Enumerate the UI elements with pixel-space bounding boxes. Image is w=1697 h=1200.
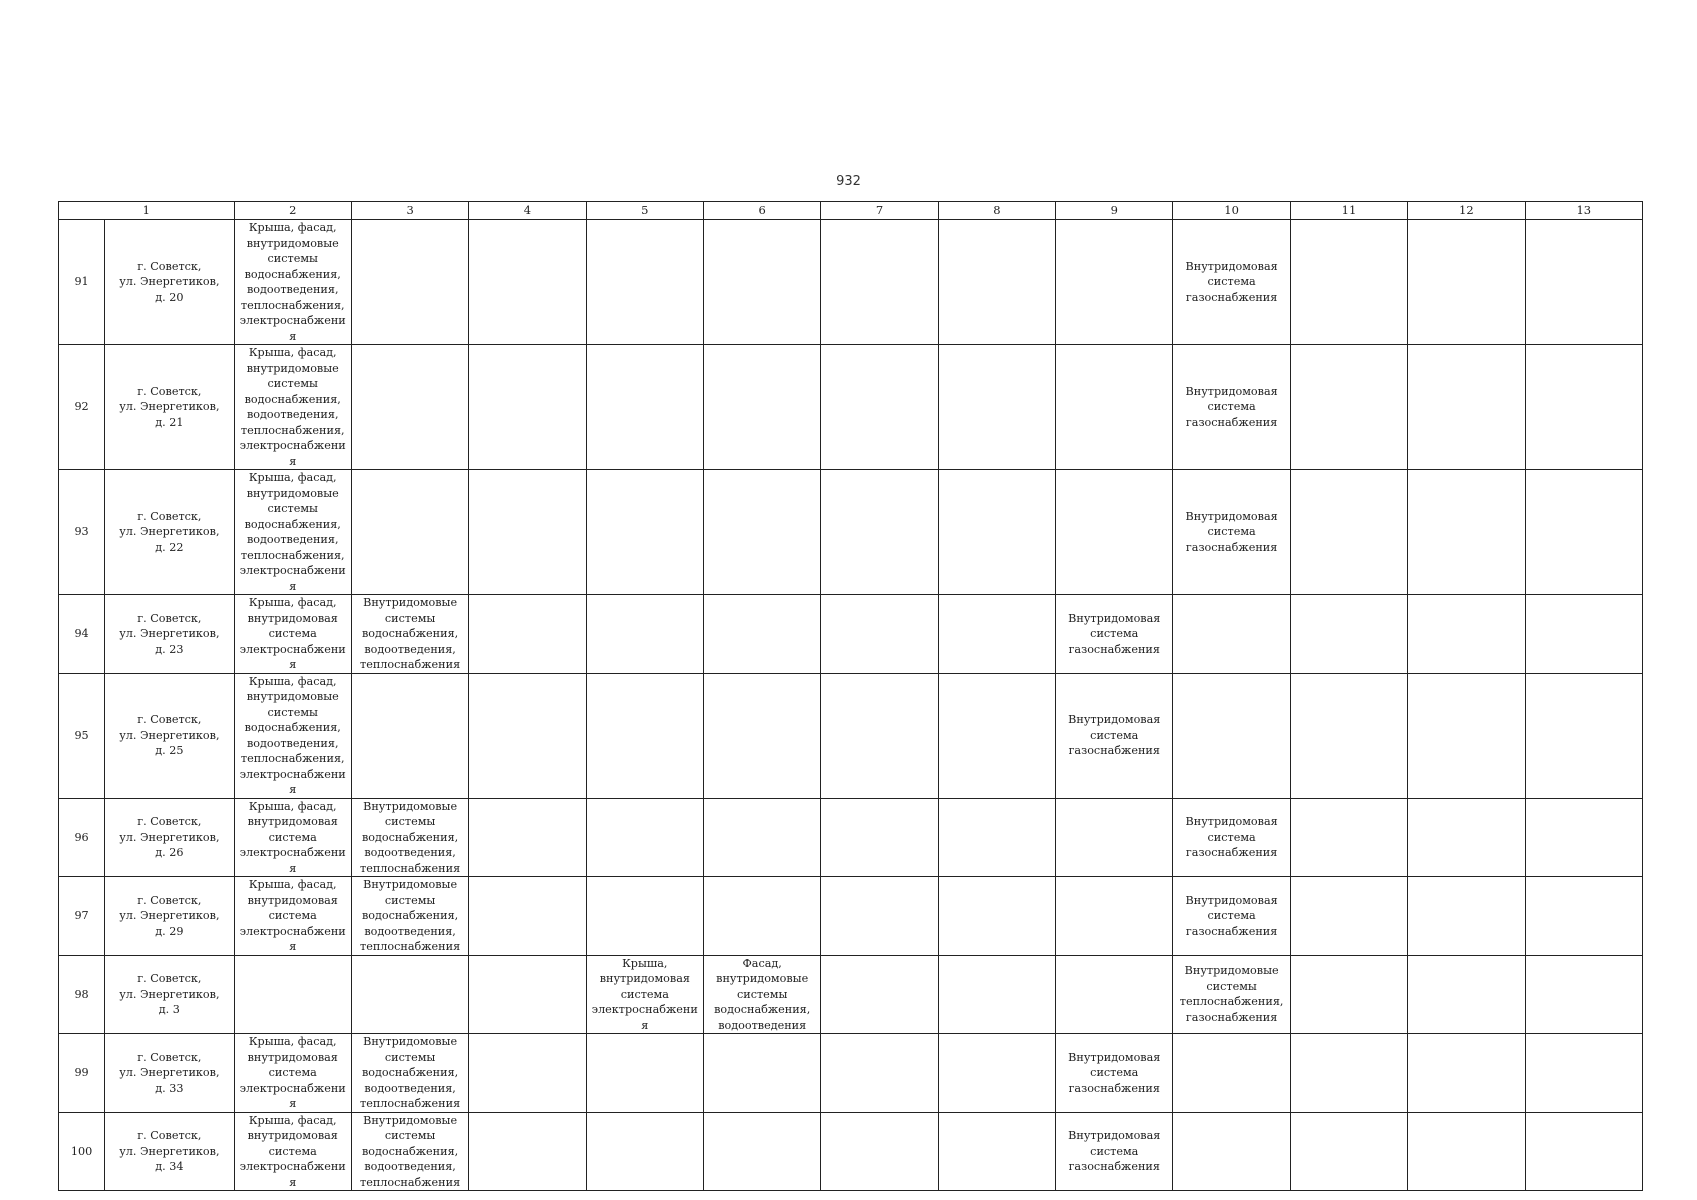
work-cell-col-7 <box>821 673 938 798</box>
table-row <box>59 798 1643 877</box>
work-cell-col-3 <box>351 1112 468 1191</box>
address-text: г. Советск, ул. Энергетиков, д. 23 <box>119 611 220 656</box>
work-cell-col-10 <box>1173 877 1290 956</box>
work-cell-col-11 <box>1290 345 1407 470</box>
work-description: Внутридомовая система газоснабжения <box>1068 1050 1161 1095</box>
work-cell-col-9 <box>1056 798 1173 877</box>
table-row <box>59 877 1643 956</box>
work-cell-col-4 <box>469 798 586 877</box>
work-cell-col-8 <box>938 798 1055 877</box>
work-cell-col-5 <box>586 673 703 798</box>
work-cell-col-9 <box>1056 220 1173 345</box>
work-cell-col-7 <box>821 955 938 1034</box>
work-cell-col-12 <box>1408 673 1525 798</box>
work-cell-col-3 <box>351 1034 468 1113</box>
schedule-table <box>58 201 1643 1191</box>
work-cell-col-8 <box>938 955 1055 1034</box>
work-cell-col-3 <box>351 877 468 956</box>
work-cell-col-9 <box>1056 1112 1173 1191</box>
work-cell-col-5 <box>586 955 703 1034</box>
work-description: Крыша, фасад, внутридомовые системы водоснабжения, водоотведения, теплоснабжения, электроснабжения <box>239 471 346 593</box>
column-header-11: 11 <box>1290 202 1407 220</box>
work-cell-col-12 <box>1408 220 1525 345</box>
work-cell-col-3 <box>351 955 468 1034</box>
work-cell-col-7 <box>821 1112 938 1191</box>
address-text: г. Советск, ул. Энергетиков, д. 29 <box>119 893 220 938</box>
table-row <box>59 470 1643 595</box>
work-cell-col-11 <box>1290 798 1407 877</box>
work-cell-col-9 <box>1056 345 1173 470</box>
work-cell-col-6 <box>704 220 821 345</box>
work-cell-col-7 <box>821 1034 938 1113</box>
work-description: Внутридомовая система газоснабжения <box>1185 815 1278 859</box>
work-cell-col-13 <box>1525 955 1642 1034</box>
work-description: Крыша, фасад, внутридомовая система электроснабжения <box>239 596 346 671</box>
work-cell-col-6 <box>704 877 821 956</box>
work-cell-col-4 <box>469 220 586 345</box>
work-cell-col-10 <box>1173 470 1290 595</box>
work-cell-col-9 <box>1056 595 1173 674</box>
work-cell-col-6 <box>704 673 821 798</box>
work-description: Крыша, фасад, внутридомовые системы водоснабжения, водоотведения, теплоснабжения, электроснабжения <box>239 221 346 343</box>
work-cell-col-3 <box>351 673 468 798</box>
work-cell-col-8 <box>938 673 1055 798</box>
work-cell-col-10 <box>1173 220 1290 345</box>
work-cell-col-4 <box>469 470 586 595</box>
column-header-7: 7 <box>821 202 938 220</box>
work-cell-col-7 <box>821 877 938 956</box>
work-cell-col-5 <box>586 220 703 345</box>
work-cell-col-6 <box>704 798 821 877</box>
address-cell <box>105 1034 234 1113</box>
work-cell-col-5 <box>586 1112 703 1191</box>
work-cell-col-2 <box>234 673 351 798</box>
work-cell-col-11 <box>1290 595 1407 674</box>
work-cell-col-2 <box>234 955 351 1034</box>
work-cell-col-12 <box>1408 877 1525 956</box>
address-text: г. Советск, ул. Энергетиков, д. 26 <box>119 815 220 859</box>
address-cell <box>105 345 234 470</box>
row-number: 100 <box>59 1112 105 1191</box>
work-cell-col-2 <box>234 1112 351 1191</box>
work-cell-col-6 <box>704 1034 821 1113</box>
table-row <box>59 595 1643 674</box>
work-cell-col-7 <box>821 470 938 595</box>
work-description: Фасад, внутридомовые системы водоснабжения, водоотведения <box>714 956 811 1032</box>
table-row <box>59 1112 1643 1191</box>
address-text: г. Советск, ул. Энергетиков, д. 22 <box>119 509 220 554</box>
address-text: г. Советск, ул. Энергетиков, д. 25 <box>119 713 220 758</box>
work-cell-col-6 <box>704 345 821 470</box>
work-description: Внутридомовые системы водоснабжения, водоотведения, теплоснабжения <box>360 878 461 953</box>
column-header-10: 10 <box>1173 202 1290 220</box>
work-cell-col-13 <box>1525 345 1642 470</box>
work-cell-col-4 <box>469 877 586 956</box>
work-cell-col-12 <box>1408 1034 1525 1113</box>
work-cell-col-10 <box>1173 345 1290 470</box>
work-cell-col-9 <box>1056 877 1173 956</box>
work-cell-col-12 <box>1408 595 1525 674</box>
column-header-13: 13 <box>1525 202 1642 220</box>
work-cell-col-11 <box>1290 470 1407 595</box>
work-cell-col-5 <box>586 345 703 470</box>
work-description: Внутридомовые системы водоснабжения, водоотведения, теплоснабжения <box>360 1113 461 1189</box>
work-cell-col-13 <box>1525 877 1642 956</box>
work-description: Внутридомовая система газоснабжения <box>1185 509 1278 554</box>
work-cell-col-11 <box>1290 877 1407 956</box>
work-cell-col-9 <box>1056 1034 1173 1113</box>
row-number: 95 <box>59 673 105 798</box>
work-cell-col-10 <box>1173 955 1290 1034</box>
work-cell-col-8 <box>938 470 1055 595</box>
column-header-5: 5 <box>586 202 703 220</box>
work-cell-col-6 <box>704 595 821 674</box>
table-row <box>59 345 1643 470</box>
work-cell-col-4 <box>469 673 586 798</box>
column-header-4: 4 <box>469 202 586 220</box>
work-cell-col-13 <box>1525 798 1642 877</box>
work-cell-col-9 <box>1056 673 1173 798</box>
work-description: Внутридомовая система газоснабжения <box>1068 611 1161 656</box>
work-description: Крыша, фасад, внутридомовая система электроснабжения <box>239 878 346 953</box>
work-cell-col-12 <box>1408 798 1525 877</box>
table-row <box>59 955 1643 1034</box>
work-cell-col-10 <box>1173 798 1290 877</box>
work-cell-col-5 <box>586 1034 703 1113</box>
work-description: Внутридомовые системы теплоснабжения, газоснабжения <box>1179 964 1284 1024</box>
work-cell-col-11 <box>1290 1112 1407 1191</box>
work-cell-col-2 <box>234 470 351 595</box>
column-header-6: 6 <box>704 202 821 220</box>
address-cell <box>105 877 234 956</box>
work-cell-col-9 <box>1056 470 1173 595</box>
column-header-12: 12 <box>1408 202 1525 220</box>
work-cell-col-2 <box>234 1034 351 1113</box>
table-body <box>59 220 1643 1191</box>
work-cell-col-13 <box>1525 1034 1642 1113</box>
work-cell-col-7 <box>821 798 938 877</box>
work-description: Крыша, фасад, внутридомовая система электроснабжения <box>239 799 346 875</box>
work-cell-col-3 <box>351 220 468 345</box>
work-cell-col-12 <box>1408 955 1525 1034</box>
work-cell-col-2 <box>234 877 351 956</box>
work-cell-col-13 <box>1525 595 1642 674</box>
work-cell-col-2 <box>234 798 351 877</box>
address-text: г. Советск, ул. Энергетиков, д. 34 <box>119 1129 220 1173</box>
work-description: Внутридомовая система газоснабжения <box>1068 713 1161 758</box>
table-row <box>59 220 1643 345</box>
work-cell-col-3 <box>351 470 468 595</box>
work-cell-col-4 <box>469 1112 586 1191</box>
work-cell-col-6 <box>704 1112 821 1191</box>
work-cell-col-12 <box>1408 470 1525 595</box>
address-cell <box>105 220 234 345</box>
row-number: 96 <box>59 798 105 877</box>
work-description: Внутридомовая система газоснабжения <box>1185 893 1278 938</box>
work-cell-col-3 <box>351 345 468 470</box>
work-cell-col-10 <box>1173 1112 1290 1191</box>
work-cell-col-4 <box>469 345 586 470</box>
work-description: Крыша, фасад, внутридомовая система электроснабжения <box>239 1113 346 1189</box>
row-number: 98 <box>59 955 105 1034</box>
work-cell-col-8 <box>938 220 1055 345</box>
work-description: Внутридомовая система газоснабжения <box>1068 1129 1161 1173</box>
work-description: Крыша, внутридомовая система электроснабжения <box>591 956 698 1032</box>
work-cell-col-11 <box>1290 673 1407 798</box>
row-number: 94 <box>59 595 105 674</box>
row-number: 91 <box>59 220 105 345</box>
work-cell-col-5 <box>586 470 703 595</box>
work-cell-col-3 <box>351 798 468 877</box>
work-cell-col-2 <box>234 345 351 470</box>
work-cell-col-10 <box>1173 1034 1290 1113</box>
work-cell-col-8 <box>938 877 1055 956</box>
work-cell-col-10 <box>1173 595 1290 674</box>
column-header-2: 2 <box>234 202 351 220</box>
work-cell-col-7 <box>821 595 938 674</box>
address-text: г. Советск, ул. Энергетиков, д. 20 <box>119 259 220 304</box>
work-description: Крыша, фасад, внутридомовая система электроснабжения <box>239 1035 346 1110</box>
column-header-3: 3 <box>351 202 468 220</box>
work-description: Внутридомовая система газоснабжения <box>1185 384 1278 429</box>
work-cell-col-12 <box>1408 1112 1525 1191</box>
address-cell <box>105 955 234 1034</box>
work-cell-col-13 <box>1525 1112 1642 1191</box>
work-description: Крыша, фасад, внутридомовые системы водоснабжения, водоотведения, теплоснабжения, электроснабжения <box>239 674 346 796</box>
column-header-8: 8 <box>938 202 1055 220</box>
address-cell <box>105 595 234 674</box>
work-cell-col-11 <box>1290 1034 1407 1113</box>
row-number: 97 <box>59 877 105 956</box>
work-cell-col-13 <box>1525 673 1642 798</box>
page-number: 932 <box>836 174 861 189</box>
row-number: 92 <box>59 345 105 470</box>
work-description: Крыша, фасад, внутридомовые системы водоснабжения, водоотведения, теплоснабжения, электроснабжения <box>239 346 346 468</box>
work-cell-col-11 <box>1290 955 1407 1034</box>
address-cell <box>105 470 234 595</box>
work-cell-col-6 <box>704 955 821 1034</box>
header-row <box>59 202 1643 220</box>
work-cell-col-4 <box>469 1034 586 1113</box>
table-header <box>59 202 1643 220</box>
address-text: г. Советск, ул. Энергетиков, д. 3 <box>119 972 220 1016</box>
work-cell-col-2 <box>234 220 351 345</box>
work-cell-col-8 <box>938 1112 1055 1191</box>
work-description: Внутридомовые системы водоснабжения, водоотведения, теплоснабжения <box>360 596 461 671</box>
work-cell-col-7 <box>821 220 938 345</box>
table-row <box>59 1034 1643 1113</box>
work-cell-col-5 <box>586 798 703 877</box>
work-cell-col-11 <box>1290 220 1407 345</box>
work-cell-col-13 <box>1525 470 1642 595</box>
work-description: Внутридомовые системы водоснабжения, водоотведения, теплоснабжения <box>360 799 461 875</box>
column-header-9: 9 <box>1056 202 1173 220</box>
work-cell-col-4 <box>469 955 586 1034</box>
work-cell-col-8 <box>938 1034 1055 1113</box>
work-cell-col-13 <box>1525 220 1642 345</box>
work-cell-col-10 <box>1173 673 1290 798</box>
work-cell-col-5 <box>586 595 703 674</box>
work-cell-col-9 <box>1056 955 1173 1034</box>
work-cell-col-8 <box>938 345 1055 470</box>
column-header-1: 1 <box>59 202 235 220</box>
table-row <box>59 673 1643 798</box>
address-cell <box>105 673 234 798</box>
address-cell <box>105 1112 234 1191</box>
row-number: 99 <box>59 1034 105 1113</box>
work-cell-col-6 <box>704 470 821 595</box>
work-description: Внутридомовая система газоснабжения <box>1185 259 1278 304</box>
work-cell-col-12 <box>1408 345 1525 470</box>
work-cell-col-8 <box>938 595 1055 674</box>
row-number: 93 <box>59 470 105 595</box>
work-cell-col-2 <box>234 595 351 674</box>
work-cell-col-7 <box>821 345 938 470</box>
work-cell-col-5 <box>586 877 703 956</box>
work-cell-col-3 <box>351 595 468 674</box>
address-text: г. Советск, ул. Энергетиков, д. 21 <box>119 384 220 429</box>
address-text: г. Советск, ул. Энергетиков, д. 33 <box>119 1050 220 1095</box>
work-cell-col-4 <box>469 595 586 674</box>
address-cell <box>105 798 234 877</box>
work-description: Внутридомовые системы водоснабжения, водоотведения, теплоснабжения <box>360 1035 461 1110</box>
